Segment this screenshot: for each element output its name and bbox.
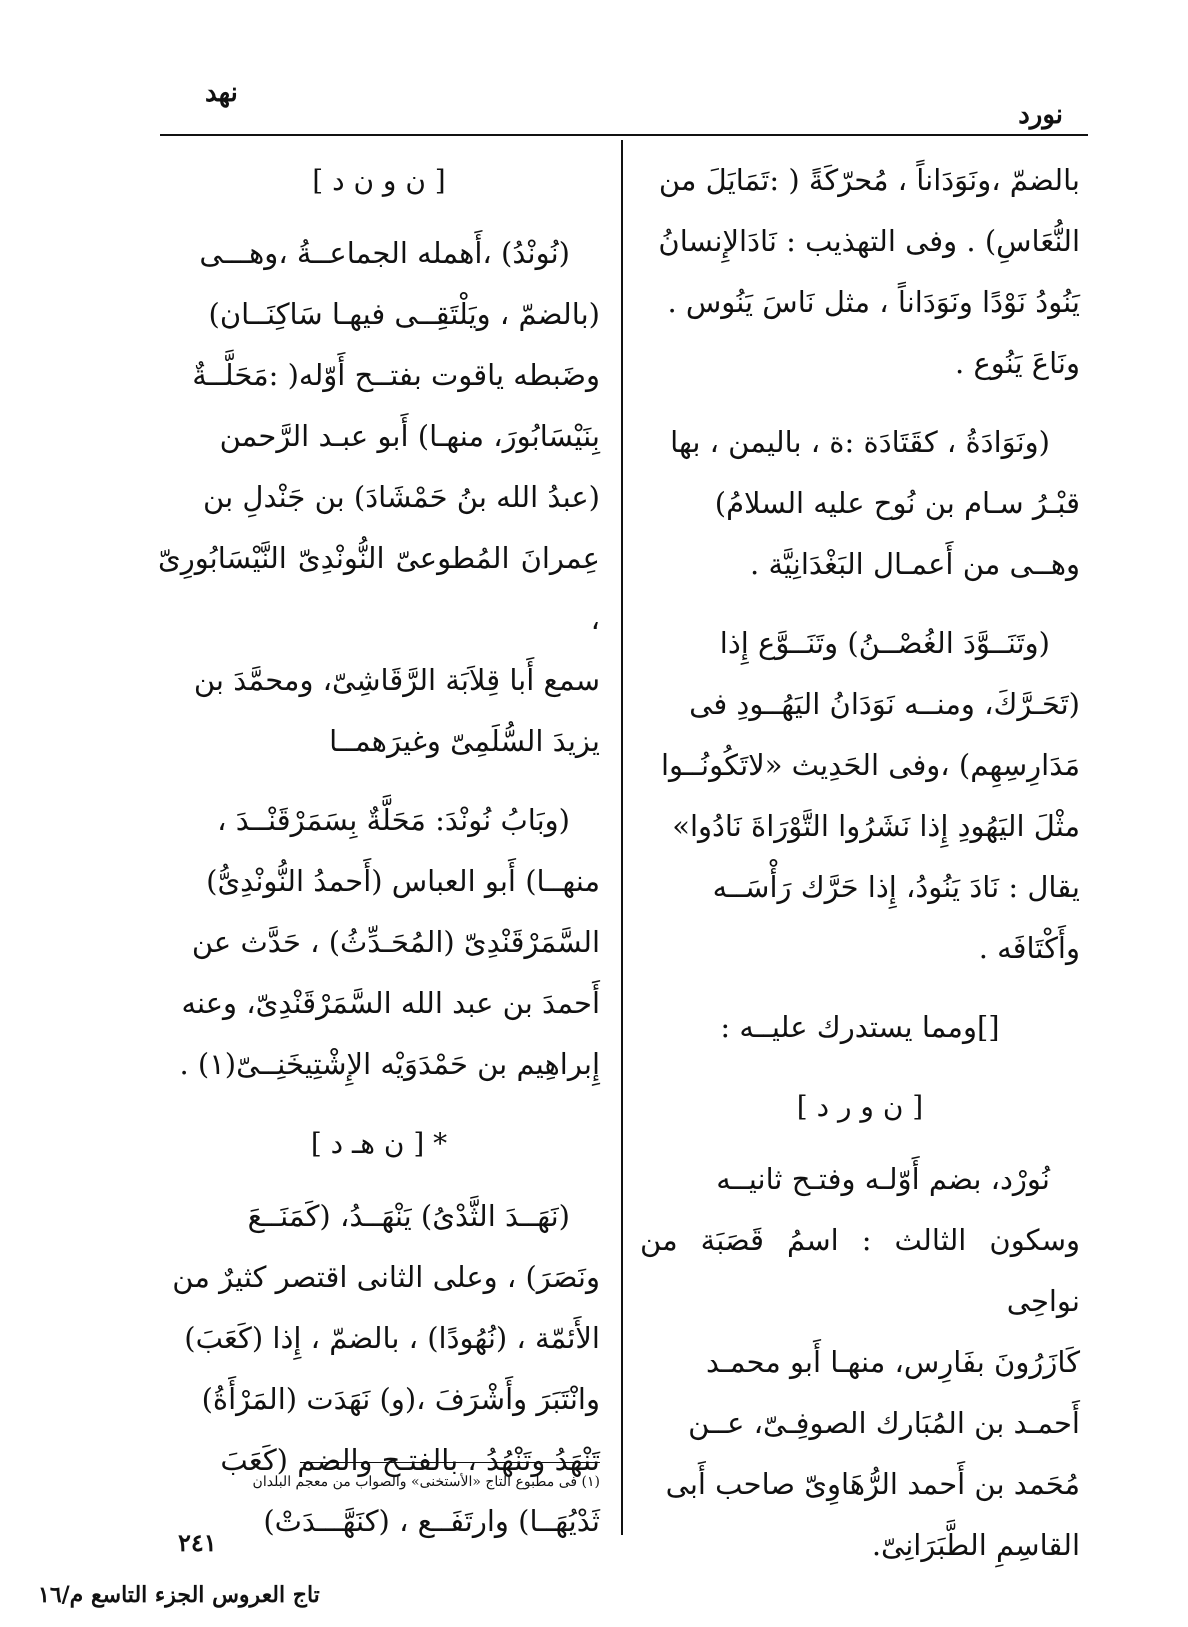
text-line: مثْلَ اليَهُودِ إِذا نَشَرُوا التَّوْرَاةَ نَادُوا» xyxy=(672,809,1080,843)
text-line: السَّمَرْقَنْدِىّ (المُحَـدِّثُ) ، حَدَّث عن xyxy=(191,925,600,959)
text-line: (تَحَـرَّكَ، ومنــه نَوَدَانُ اليَهُــودِ فى xyxy=(689,687,1080,721)
nawrd-paragraph xyxy=(640,1149,1080,1576)
text-line: تَنْهَدُ وتَنْهُدُ ، بالفتـح والضم (كَعَبَ xyxy=(220,1443,600,1477)
footnote-rule xyxy=(300,1462,600,1463)
text-line: ونَصَرَ) ، وعلى الثانى اقتصر كثيرٌ من xyxy=(172,1260,600,1294)
text-line: يقال : نَادَ يَنُودُ، إِذا حَرَّك رَأْسَــه xyxy=(712,870,1080,904)
nhd-paragraph xyxy=(158,1186,600,1552)
bottom-caption: تاج العروس الجزء التاسع م/١٦ xyxy=(38,1582,320,1608)
heading-nhd: * [ ن هـ د ] xyxy=(310,1127,448,1160)
footnote: (١) فى مطبوع التاج «الأستخنى» والصواب من معجم البلدان xyxy=(252,1474,600,1490)
text-line: وهــى من أَعمـال البَغْدَانِيَّة . xyxy=(750,547,1080,581)
text-line: يزيدَ السُّلَمِىّ وغيرَهمــا xyxy=(329,724,600,758)
text-line: (وبَابُ نُونْدَ: مَحَلَّةٌ بِسَمَرْقَنْــدَ ، xyxy=(217,803,570,837)
text-line: وضَبطه ياقوت بفتــح أَوّله( :مَحَلَّــةٌ xyxy=(192,358,600,392)
text-line: قبْـرُ سـام بن نُوح عليه السلامُ) xyxy=(714,486,1080,520)
page-number: ٢٤١ xyxy=(178,1528,217,1557)
header-rule xyxy=(160,134,1088,136)
text-line: إِبراهِيم بن حَمْدَوَيْه الإِشْتِيخَنِــىّ(١) . xyxy=(179,1047,600,1081)
text-line: وانْتَبَرَ وأَشْرَفَ ،(و) نَهَدَت (المَرْأَةُ) xyxy=(201,1382,600,1416)
header-right-word: نورد xyxy=(1018,100,1063,130)
text-line: وأَكْتَافَه . xyxy=(978,931,1080,965)
text-line: نُورْد، بضم أَوّلـه وفتـح ثانيــه xyxy=(716,1162,1050,1196)
text-line: ثَدْيُهَــا) وارتَفَــع ، (كنَهَّـــدَتْ) xyxy=(263,1504,600,1538)
text-line: (عبدُ الله بنُ حَمْشَادَ) بن جَنْدلِ بن xyxy=(203,480,600,514)
text-line: (ونَوَادَةُ ، كقَتَادَة :ة ، باليمن ، بها xyxy=(670,425,1050,459)
text-line: (نُونْدُ) ،أَهمله الجماعــةُ ،وهـــى xyxy=(199,236,570,270)
intro-paragraph xyxy=(640,150,1080,394)
text-line: النُّعَاسِ) . وفى التهذيب : نَادَالإِنسانُ xyxy=(658,224,1080,258)
column-divider xyxy=(621,140,623,1535)
text-line: (وتَنَــوَّدَ الغُصْــنُ) وتَنَــوَّع إِذا xyxy=(719,626,1050,660)
text-line: مَدَارِسِهِم) ،وفى الحَدِيث «لاتَكُونُــوا xyxy=(661,748,1080,782)
text-line: بالضمّ ،ونَوَدَاناً ، مُحرّكَةً ( :تَمَايَلَ من xyxy=(658,163,1080,197)
text-line: (بالضمّ ، ويَلْتَقِــى فيهـا سَاكِنَــان) xyxy=(208,297,600,331)
mustadrak-line: []ومما يستدرك عليــه : xyxy=(720,1010,1000,1044)
text-line: أَحمدَ بن عبد الله السَّمَرْقَنْدِىّ، وعنه xyxy=(181,986,600,1020)
bab-nawnd-paragraph xyxy=(158,790,600,1095)
nawada-paragraph xyxy=(640,412,1080,595)
header-left-word: نهد xyxy=(205,78,238,108)
left-column xyxy=(158,150,600,1570)
text-line: أَحمـد بن المُبَارك الصوفِـىّ، عــن xyxy=(688,1406,1080,1440)
text-line: ونَاعَ يَنُوع . xyxy=(955,346,1080,380)
nwnd-paragraph xyxy=(158,223,600,772)
text-line: القاسِمِ الطَّبَرَانِىّ. xyxy=(871,1528,1080,1562)
text-line: مُحَمد بن أَحمد الرُّهَاوِىّ صاحب أَبى xyxy=(665,1467,1080,1501)
heading-nwnd: [ ن و ن د ] xyxy=(312,164,446,197)
text-line: عِمرانَ المُطوعىّ النُّونْدِىّ النَّيْسَابُورِىّ ، xyxy=(158,541,600,636)
text-line: وسكون الثالث : اسمُ قَصَبَة من نواحِى xyxy=(640,1223,1080,1318)
text-line: الأَئمّة ، (نُهُودًا) ، بالضمّ ، إِذا (كَعَبَ) xyxy=(184,1321,600,1355)
text-line: (نَهَــدَ الثَّدْىُ) يَنْهَــدُ، (كَمَنَــعَ xyxy=(247,1199,570,1233)
text-line: بِنَيْسَابُورَ، منهـا) أَبو عبـد الرَّحمن xyxy=(219,419,600,453)
right-column xyxy=(640,150,1080,1594)
text-line: كَازَرُونَ بفَارِس، منهـا أَبو محمـد xyxy=(706,1345,1080,1379)
text-line: سمع أَبا قِلاَبَة الرَّقَاشِىّ، ومحمَّدَ بن xyxy=(193,663,600,697)
text-line: يَنُودُ نَوْدًا ونَوَدَاناً ، مثل نَاسَ يَنُوس . xyxy=(667,285,1080,319)
heading-nwrd: [ ن و ر د ] xyxy=(796,1090,924,1123)
text-line: منهــا) أَبو العباس (أَحمدُ النُّونْدِىُّ) xyxy=(206,864,600,898)
tanawwud-paragraph xyxy=(640,613,1080,979)
